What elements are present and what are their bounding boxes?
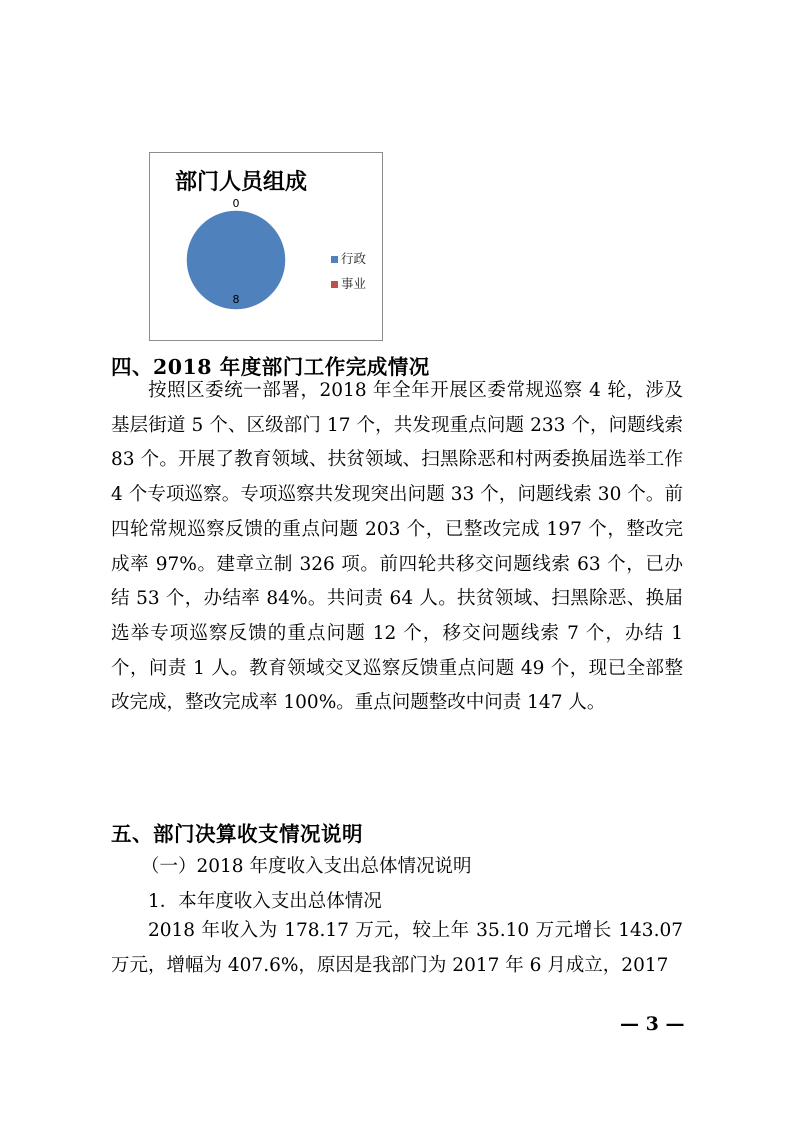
section-5-item-1: 1．本年度收入支出总体情况 xyxy=(148,891,382,912)
legend-label: 行政 xyxy=(341,251,367,266)
section-5-subheading: （一）2018 年度收入支出总体情况说明 xyxy=(141,856,472,877)
pie-data-label: 8 xyxy=(232,293,240,306)
section-5-paragraph: 2018 年收入为 178.17 万元，较上年 35.10 万元增长 143.07 万元，增幅为 407.6%，原因是我部门为 2017 年 6 月成立，2017 xyxy=(111,920,683,976)
pie-chart xyxy=(149,152,383,341)
pie-data-label: 0 xyxy=(232,197,240,210)
section-5-heading: 五、部门决算收支情况说明 xyxy=(111,822,363,846)
legend-label: 事业 xyxy=(341,276,367,291)
section-4-paragraph: 按照区委统一部署，2018 年全年开展区委常规巡察 4 轮，涉及基层街道 5 个、区级部门 17 个，共发现重点问题 233 个，问题线索 83 个。开展了教育领域、扶贫领域、扫黑除恶和村两委换届选举工作 4 个专项巡察。专项巡察共发现突出问题 33 个，问题线索 30 个。前四轮常规巡察反馈的重点问题 203 个，已整改完成 197 个，整改完成率 97%。建章立制 326 项。前四轮共移交问题线索 63 个，已办结 53 个，办结率 84%。共问责 64 人。扶贫领域、扫黑除恶、换届选举专项巡察反馈的重点问题 12 个，移交问题线索 7 个，办结 1 个，问责 1 人。教育领域交叉巡察反馈重点问题 49 个，现已全部整改完成，整改完成率 100%。重点问题整改中问责 147 人。 xyxy=(111,380,683,714)
legend-item-1 xyxy=(331,274,366,292)
legend-swatch xyxy=(331,281,338,288)
chart-title: 部门人员组成 xyxy=(174,170,307,195)
legend-item-0 xyxy=(331,249,366,267)
page-number: — 3 — xyxy=(620,1013,685,1035)
pie-svg xyxy=(150,153,384,342)
legend-swatch xyxy=(331,256,338,263)
section-4-heading: 四、2018 年度部门工作完成情况 xyxy=(111,355,430,379)
